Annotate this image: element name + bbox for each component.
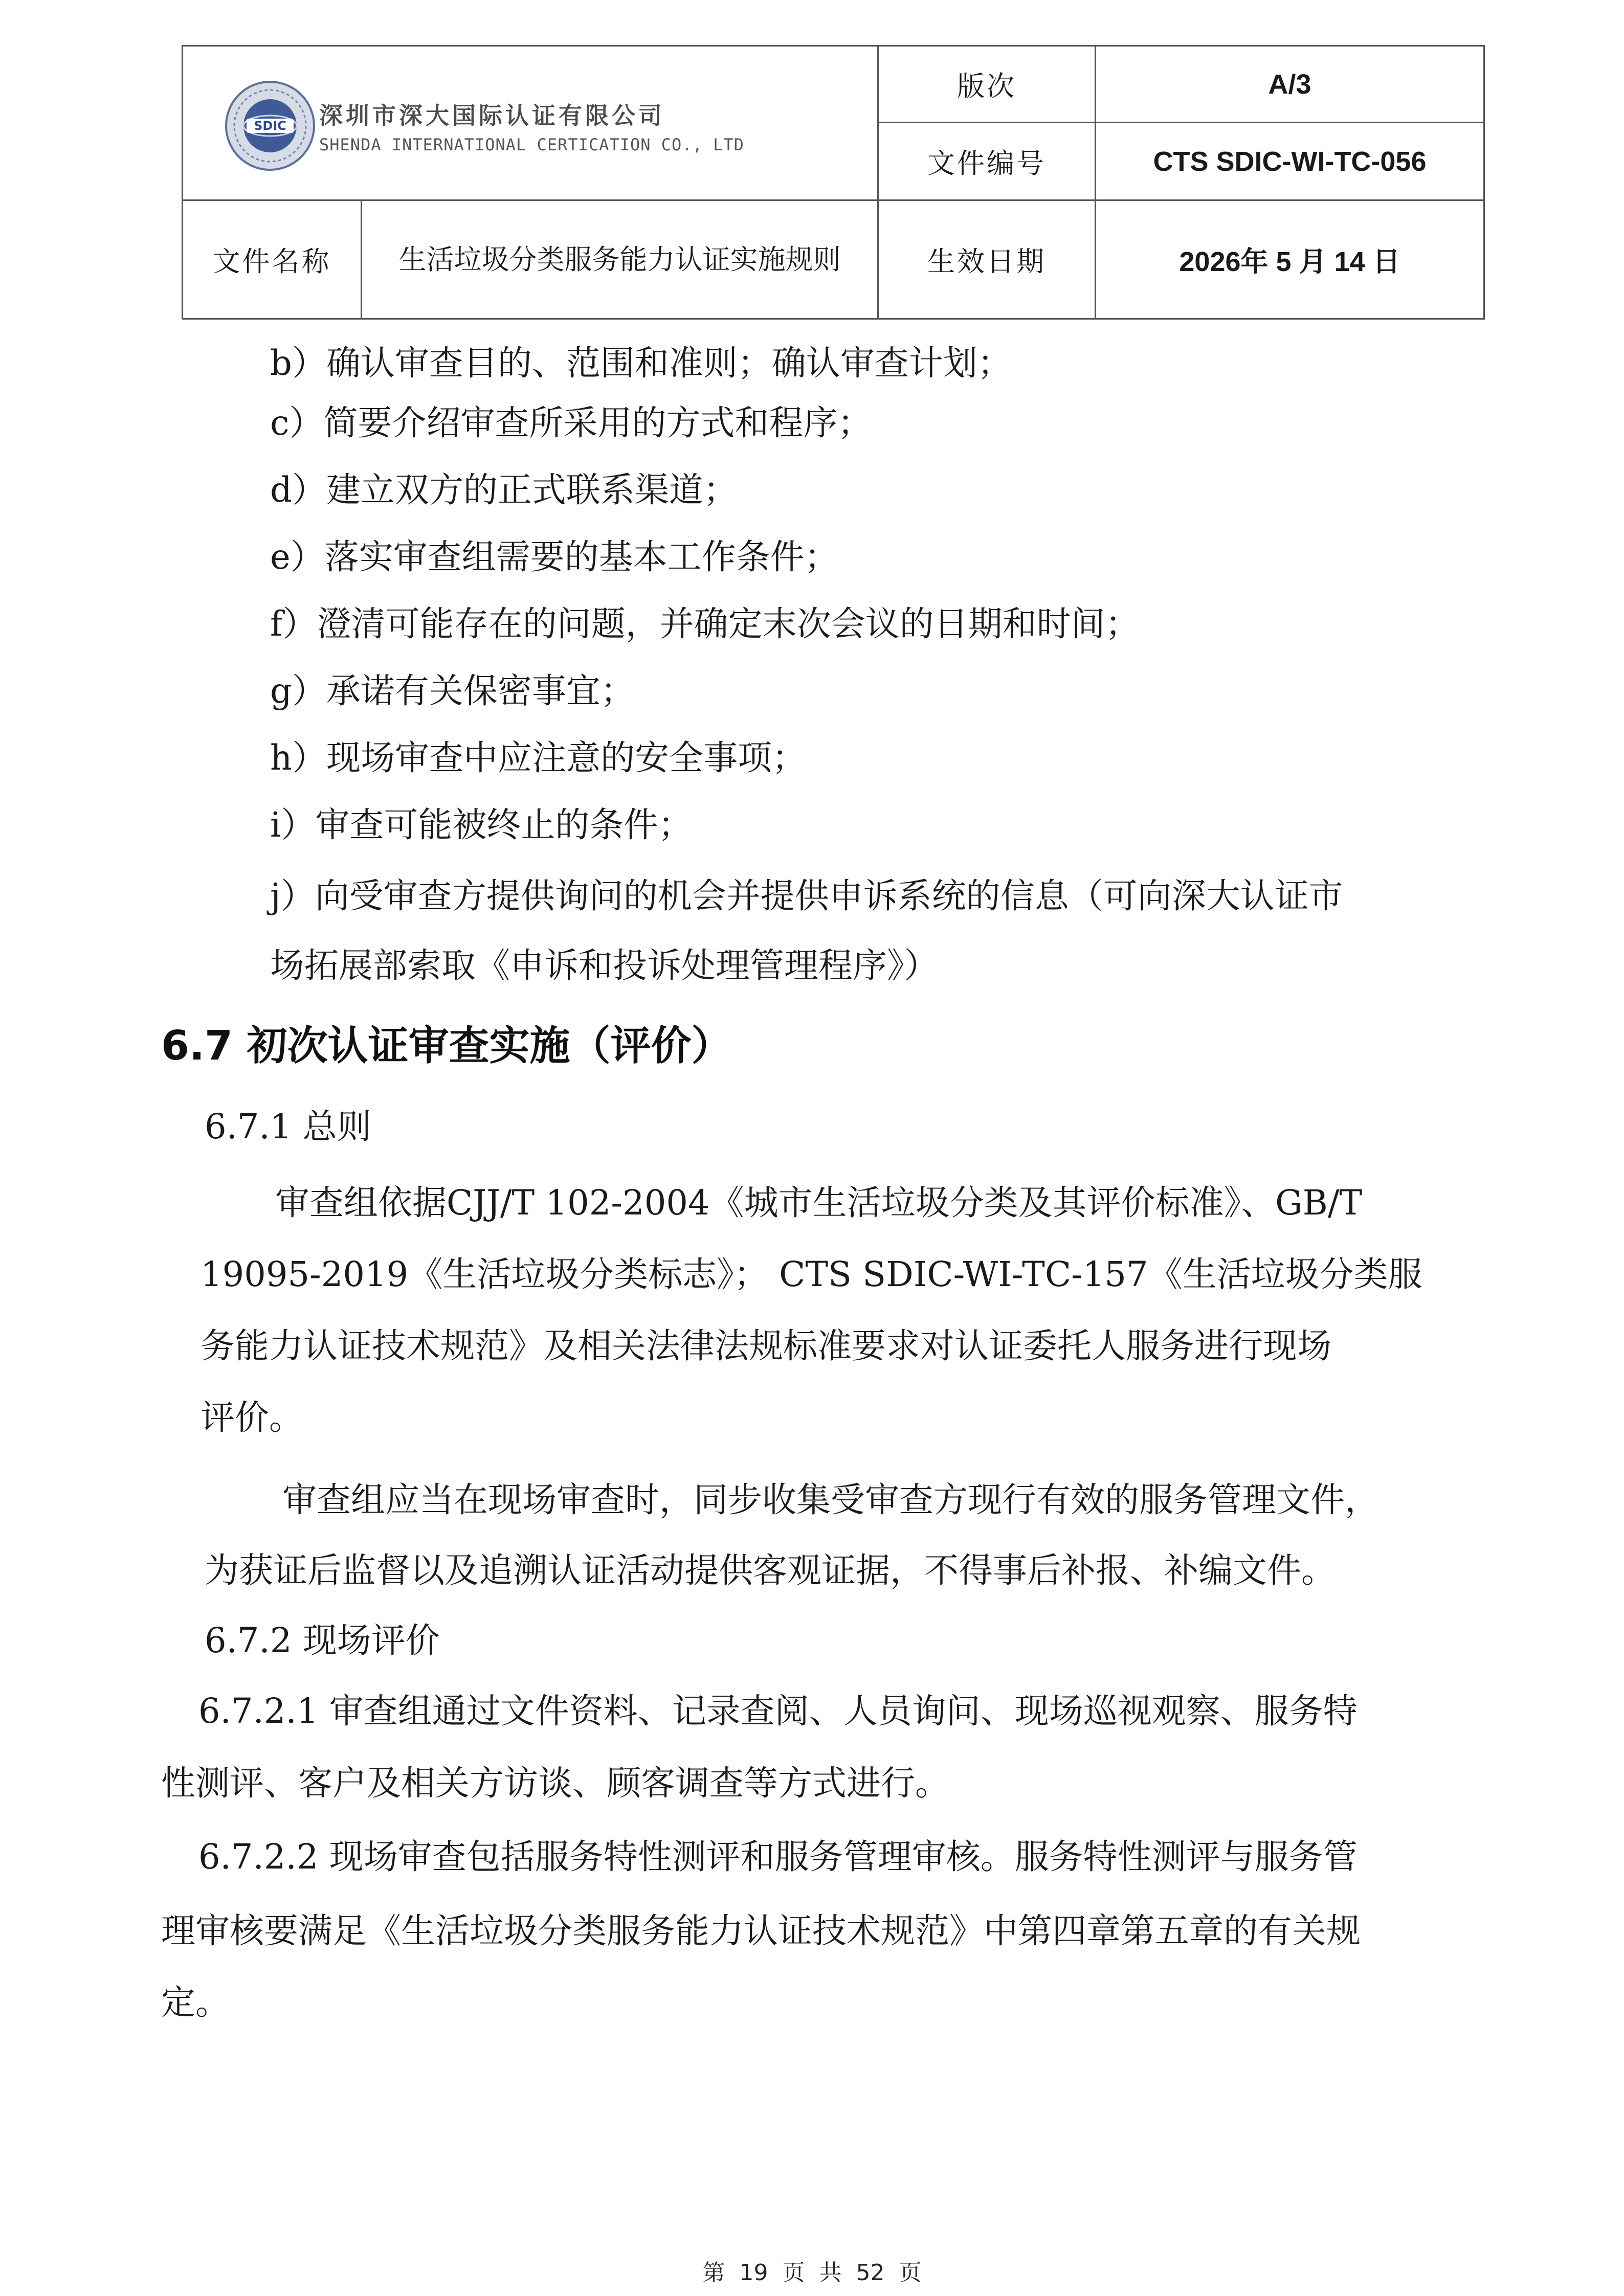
section-heading: 6.7 初次认证审查实施（评价） [161,1022,732,1069]
list-item: i）审查可能被终止的条件； [270,805,693,845]
paragraph-line: 定。 [161,1983,230,2022]
company-logo [224,80,744,172]
paragraph-line: 务能力认证技术规范》及相关法律法规标准要求对认证委托人服务进行现场 [201,1326,1331,1366]
version-label: 版次 [878,46,1096,123]
paragraph-line: 评价。 [201,1398,303,1437]
list-item: e）落实审查组需要的基本工作条件； [270,537,839,577]
paragraph-line: 为获证后监督以及追溯认证活动提供客观证据，不得事后补报、补编文件。 [205,1550,1336,1590]
doc-name-value: 生活垃圾分类服务能力认证实施规则 [362,200,878,319]
list-item: d）建立双方的正式联系渠道； [270,470,738,510]
company-name-en: SHENDA INTERNATIONAL CERTICATION CO., LTD [319,135,744,154]
list-item: c）简要介绍审查所采用的方式和程序； [270,403,872,443]
company-logo-cell [183,46,878,200]
list-item: h）现场审查中应注意的安全事项； [270,738,807,778]
doc-name-label: 文件名称 [183,200,362,319]
paragraph-line: 审查组依据CJJ/T 102-2004《城市生活垃圾分类及其评价标准》、GB/T [275,1183,1363,1223]
list-item: f）澄清可能存在的问题，并确定末次会议的日期和时间； [270,604,1140,644]
paragraph-line: 6.7.2.1 审查组通过文件资料、记录查阅、人员询问、现场巡视观察、服务特 [198,1691,1358,1731]
paragraph-line: 性测评、客户及相关方访谈、顾客调查等方式进行。 [161,1763,949,1803]
list-item: j）向受审查方提供询问的机会并提供申诉系统的信息（可向深大认证市 [270,876,1343,916]
subsection-heading: 6.7.1 总则 [205,1107,371,1146]
page-number: 第 19 页 共 52 页 [702,2260,922,2286]
document-header-table [182,45,1485,320]
paragraph-line: 审查组应当在现场审查时，同步收集受审查方现行有效的服务管理文件， [282,1480,1379,1520]
subsection-heading: 6.7.2 现场评价 [205,1620,440,1660]
list-item: g）承诺有关保密事宜； [270,671,635,711]
version-value: A/3 [1096,46,1484,123]
doc-number-value: CTS SDIC-WI-TC-056 [1096,123,1484,200]
paragraph-line: 6.7.2.2 现场审查包括服务特性测评和服务管理审核。服务特性测评与服务管 [198,1837,1358,1877]
paragraph-line: 理审核要满足《生活垃圾分类服务能力认证技术规范》中第四章第五章的有关规 [161,1911,1361,1951]
list-item: 场拓展部索取《申诉和投诉处理管理程序》） [270,946,939,985]
effective-date-value: 2026年 5 月 14 日 [1096,200,1484,319]
paragraph-line: 19095-2019《生活垃圾分类标志》； CTS SDIC-WI-TC-157《生活垃圾分类服 [201,1254,1422,1294]
svg-text:SDIC: SDIC [254,119,286,133]
company-name-cn: 深圳市深大国际认证有限公司 [319,102,665,129]
doc-number-label: 文件编号 [878,123,1096,200]
effective-date-label: 生效日期 [878,200,1096,319]
list-item: b）确认审查目的、范围和准则；确认审查计划； [270,343,1012,383]
company-seal-icon [224,80,316,172]
